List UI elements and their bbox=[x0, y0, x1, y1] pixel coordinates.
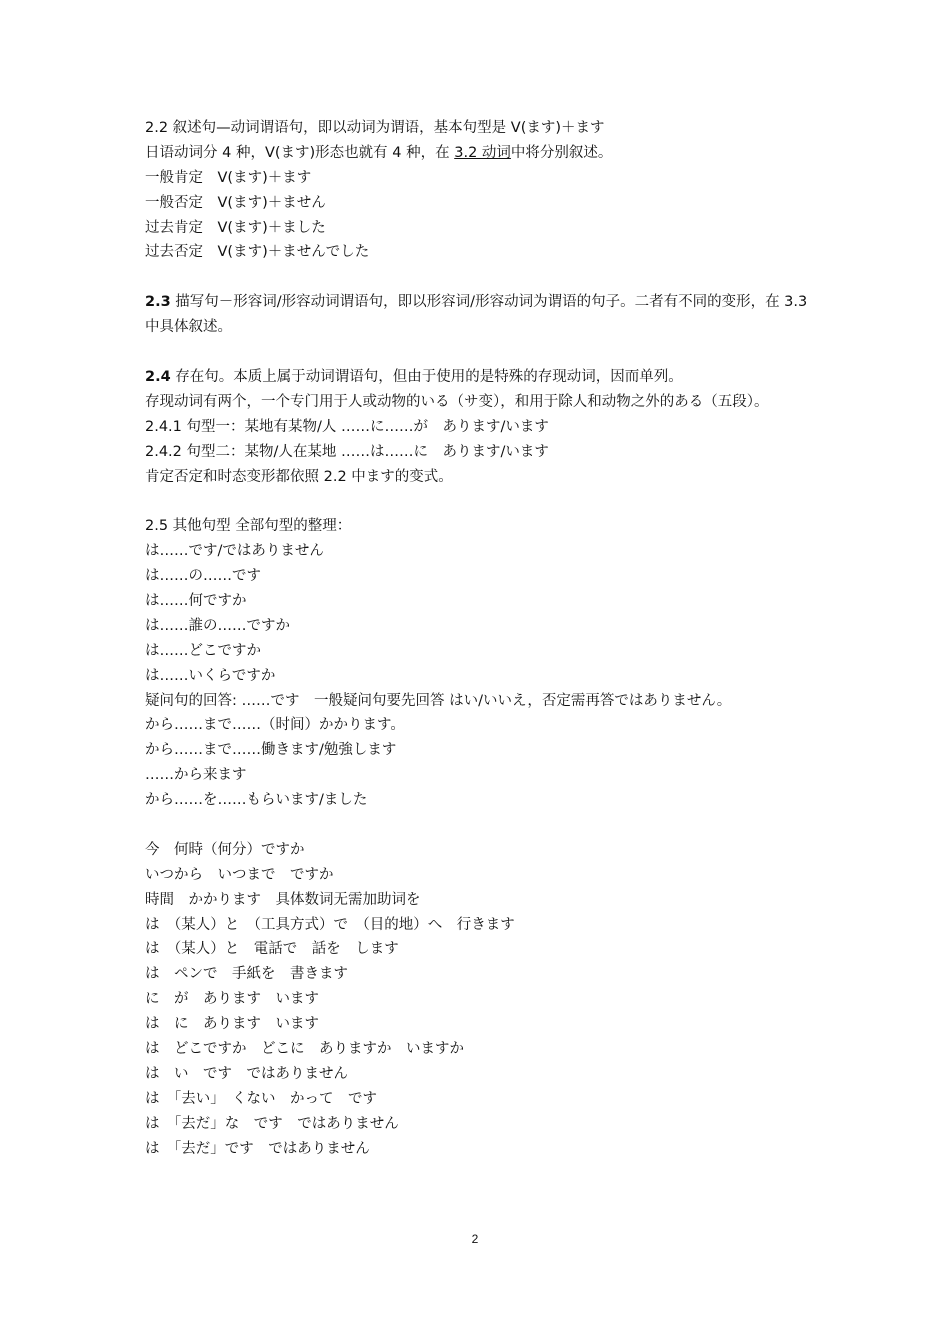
verb-section-link[interactable]: 3.2 动词 bbox=[454, 144, 511, 161]
extra-pattern-row: は に あります います bbox=[145, 1016, 319, 1033]
pattern-row: から……まで……（时间）かかります。 bbox=[145, 717, 405, 734]
section-2-3-paragraph bbox=[145, 290, 825, 340]
section-2-3-number: 2.3 bbox=[145, 294, 171, 311]
extra-pattern-row: は どこですか どこに ありますか いますか bbox=[145, 1041, 464, 1057]
section-2-2-heading: 2.2 叙述句—动词谓语句，即以动词为谓语，基本句型是 V(ます)＋ます bbox=[145, 120, 605, 136]
verb-form-row: 一般肯定 V(ます)＋ます bbox=[145, 169, 312, 186]
page-number: 2 bbox=[471, 1232, 479, 1246]
intro-text-pre: 日语动词分 4 种，V(ます)形态也就有 4 种，在 bbox=[145, 144, 455, 161]
extra-pattern-row: は 「去い」 くない かって です bbox=[145, 1090, 377, 1107]
verb-form-row: 过去肯定 V(ます)＋ました bbox=[145, 219, 326, 236]
section-2-4-heading bbox=[145, 365, 825, 390]
extra-pattern-row: は い です ではありません bbox=[145, 1065, 348, 1082]
section-2-4-explanation: 存现动词有两个，一个专门用于人或动物的いる（サ变），和用于除人和动物之外的ある（五段）。 bbox=[145, 393, 769, 410]
extra-pattern-row: 時間 かかります 具体数词无需加助词を bbox=[145, 891, 421, 908]
pattern-row: は……何ですか bbox=[145, 592, 247, 609]
pattern-row: は……どこですか bbox=[145, 642, 261, 659]
pattern-row: 疑问句的回答: ……です 一般疑问句要先回答 はい/いいえ，否定需再答ではありません。 bbox=[145, 692, 732, 709]
pattern-row: は……いくらですか bbox=[145, 667, 276, 684]
pattern-row: は……の……です bbox=[145, 568, 261, 585]
extra-pattern-row: は （某人）と （工具方式）で （目的地）へ 行きます bbox=[145, 916, 515, 933]
verb-form-row: 一般否定 V(ます)＋ません bbox=[145, 194, 326, 211]
intro-text-post: 中将分别叙述。 bbox=[510, 144, 613, 161]
section-2-3-text: 描写句－形容词/形容动词谓语句，即以形容词/形容动词为谓语的句子。二者有不同的变形，在 3.3 中具体叙述。 bbox=[145, 294, 808, 336]
section-2-4-number: 2.4 bbox=[145, 368, 171, 385]
extra-pattern-row: は （某人）と 電話で 話を します bbox=[145, 941, 399, 958]
document-page bbox=[145, 116, 825, 1161]
pattern-row: は……です/ではありません bbox=[145, 543, 324, 560]
extra-pattern-row: は ペンで 手紙を 書きます bbox=[145, 966, 348, 983]
section-2-5-heading: 2.5 其他句型 全部句型的整理： bbox=[145, 518, 352, 535]
extra-pattern-row: は 「去だ」です ではありません bbox=[145, 1140, 370, 1157]
extra-pattern-row: いつから いつまで ですか bbox=[145, 866, 334, 883]
verb-form-row: 过去否定 V(ます)＋ませんでした bbox=[145, 244, 370, 261]
pattern-one: 2.4.1 句型一：某地有某物/人 ……に……が あります/います bbox=[145, 418, 549, 435]
pattern-two: 2.4.2 句型二：某物/人在某地 ……は……に あります/います bbox=[145, 443, 549, 460]
section-2-2-intro bbox=[145, 141, 825, 166]
extra-pattern-row: 今 何時（何分）ですか bbox=[145, 841, 305, 858]
pattern-row: は……誰の……ですか bbox=[145, 617, 290, 634]
extra-pattern-row: に が あります います bbox=[145, 991, 319, 1008]
section-2-4-text: 存在句。本质上属于动词谓语句，但由于使用的是特殊的存现动词，因而单列。 bbox=[170, 368, 683, 385]
section-2-4-note: 肯定否定和时态变形都依照 2.2 中ます的变式。 bbox=[145, 468, 453, 485]
pattern-row: から……を……もらいます/ました bbox=[145, 792, 368, 809]
pattern-row: から……まで……働きます/勉強します bbox=[145, 742, 397, 759]
pattern-row: ……から来ます bbox=[145, 767, 247, 784]
extra-pattern-row: は 「去だ」な です ではありません bbox=[145, 1115, 399, 1132]
